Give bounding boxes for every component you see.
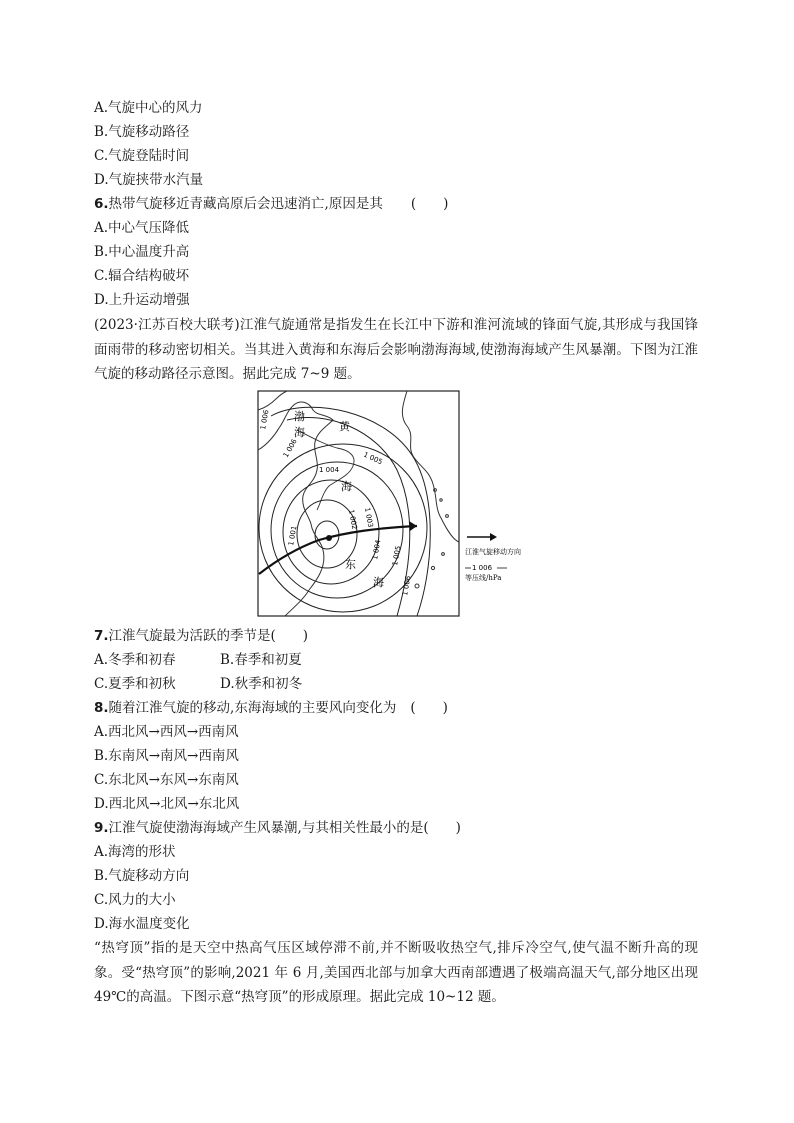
- intro-jianghuai: (2023·江苏百校大联考)江淮气旋通常是指发生在长江中下游和淮河流域的锋面气旋,其形成与我国锋面雨带的移动密切相关。当其进入黄海和东海后会影响渤海海域,使渤海海域产生风暴潮。下图为江淮气旋的移动路径示意图。据此完成 7~9 题。: [94, 317, 698, 382]
- q8-option-d: D.西北风→北风→东北风: [94, 796, 240, 812]
- legend-arrow-head: [490, 533, 497, 541]
- q5-option-c: C.气旋登陆时间: [94, 148, 190, 164]
- q6-option-d: D.上升运动增强: [94, 292, 190, 308]
- isobar-label: 1 006: [401, 575, 413, 597]
- q9-answer-blank: ( ): [423, 820, 461, 836]
- q7-option-d: D.秋季和初冬: [220, 676, 303, 692]
- q7-text: 江淮气旋最为活跃的季节是: [108, 628, 271, 644]
- isobar-label: 1 001: [287, 525, 299, 547]
- q8-number: 8.: [94, 700, 109, 716]
- isobar-label: 1 003: [363, 506, 375, 529]
- q6-option-a: A.中心气压降低: [94, 220, 190, 236]
- q7-answer-blank: ( ): [270, 628, 309, 644]
- sea-label-bo-hai: 海: [294, 426, 305, 439]
- q7-options-row1: [94, 650, 302, 670]
- q6-text: 热带气旋移近青藏高原后会迅速消亡,原因是其: [108, 196, 383, 212]
- q8-answer-blank: ( ): [410, 700, 448, 716]
- q7-options-row2: [94, 674, 303, 694]
- q8-option-b: B.东南风→南风→西南风: [94, 748, 239, 764]
- q5-option-a: A.气旋中心的风力: [94, 100, 203, 116]
- sea-label-dong: 东: [345, 558, 356, 571]
- q5-option-b: B.气旋移动路径: [94, 124, 190, 140]
- sea-label-huang: 黄: [339, 420, 350, 433]
- q7-option-b: B.春季和初夏: [220, 652, 302, 668]
- q9-text: 江淮气旋使渤海海域产生风暴潮,与其相关性最小的是: [108, 820, 424, 836]
- q7-option-c: C.夏季和初秋: [94, 676, 176, 692]
- q9-stem: [94, 818, 461, 838]
- sea-label-dong-hai: 海: [373, 576, 384, 589]
- q7-number: 7.: [94, 628, 109, 644]
- cyclone-center: [326, 535, 332, 541]
- legend-isobar-label: 等压线/hPa: [465, 574, 502, 582]
- isobar-label: 1 006: [281, 437, 299, 459]
- sea-label-huang-hai: 海: [341, 480, 352, 493]
- jianghuai-cyclone-map: [257, 390, 527, 618]
- q8-text: 随着江淮气旋的移动,东海海域的主要风向变化为: [108, 700, 397, 716]
- q5-option-d: D.气旋挟带水汽量: [94, 172, 204, 188]
- isobar-label: 1 005: [362, 450, 384, 467]
- q9-option-a: A.海湾的形状: [94, 844, 176, 860]
- isobar-label: 1 006: [259, 409, 271, 431]
- q6-stem: [94, 194, 448, 214]
- q8-option-a: A.西北风→西风→西南风: [94, 724, 239, 740]
- legend-isobar-value: 1 006: [472, 564, 493, 572]
- intro-heat-dome: “热穹顶”指的是天空中热高气压区域停滞不前,并不断吸收热空气,排斥冷空气,使气温不断升高的现象。受“热穹顶”的影响,2021 年 6 月,美国西北部与加拿大西南部遭遇了极端高温天气,部分地区出现 49℃的高温。下图示意“热穹顶”的形成原理。据此完成 10~12 题。: [94, 940, 698, 1005]
- q9-option-c: C.风力的大小: [94, 892, 176, 908]
- q9-option-b: B.气旋移动方向: [94, 868, 190, 884]
- isobar-label: 1 004: [371, 539, 383, 561]
- sea-label-bo: 渤: [294, 410, 305, 423]
- q7-option-a: A.冬季和初春: [94, 652, 176, 668]
- q9-option-d: D.海水温度变化: [94, 916, 190, 932]
- q6-answer-blank: ( ): [410, 196, 449, 212]
- q8-option-c: C.东北风→东风→东南风: [94, 772, 239, 788]
- isobar-label: 1 004: [319, 466, 340, 474]
- q6-option-c: C.辐合结构破坏: [94, 268, 190, 284]
- legend-arrow-label: 江淮气旋移动方向: [465, 548, 521, 556]
- q9-number: 9.: [94, 820, 109, 836]
- q6-number: 6.: [94, 196, 109, 212]
- q7-stem: [94, 626, 308, 646]
- isobar-label: 1 002: [347, 508, 359, 531]
- q8-stem: [94, 698, 448, 718]
- isobar-label: 1 005: [391, 545, 403, 567]
- q6-option-b: B.中心温度升高: [94, 244, 190, 260]
